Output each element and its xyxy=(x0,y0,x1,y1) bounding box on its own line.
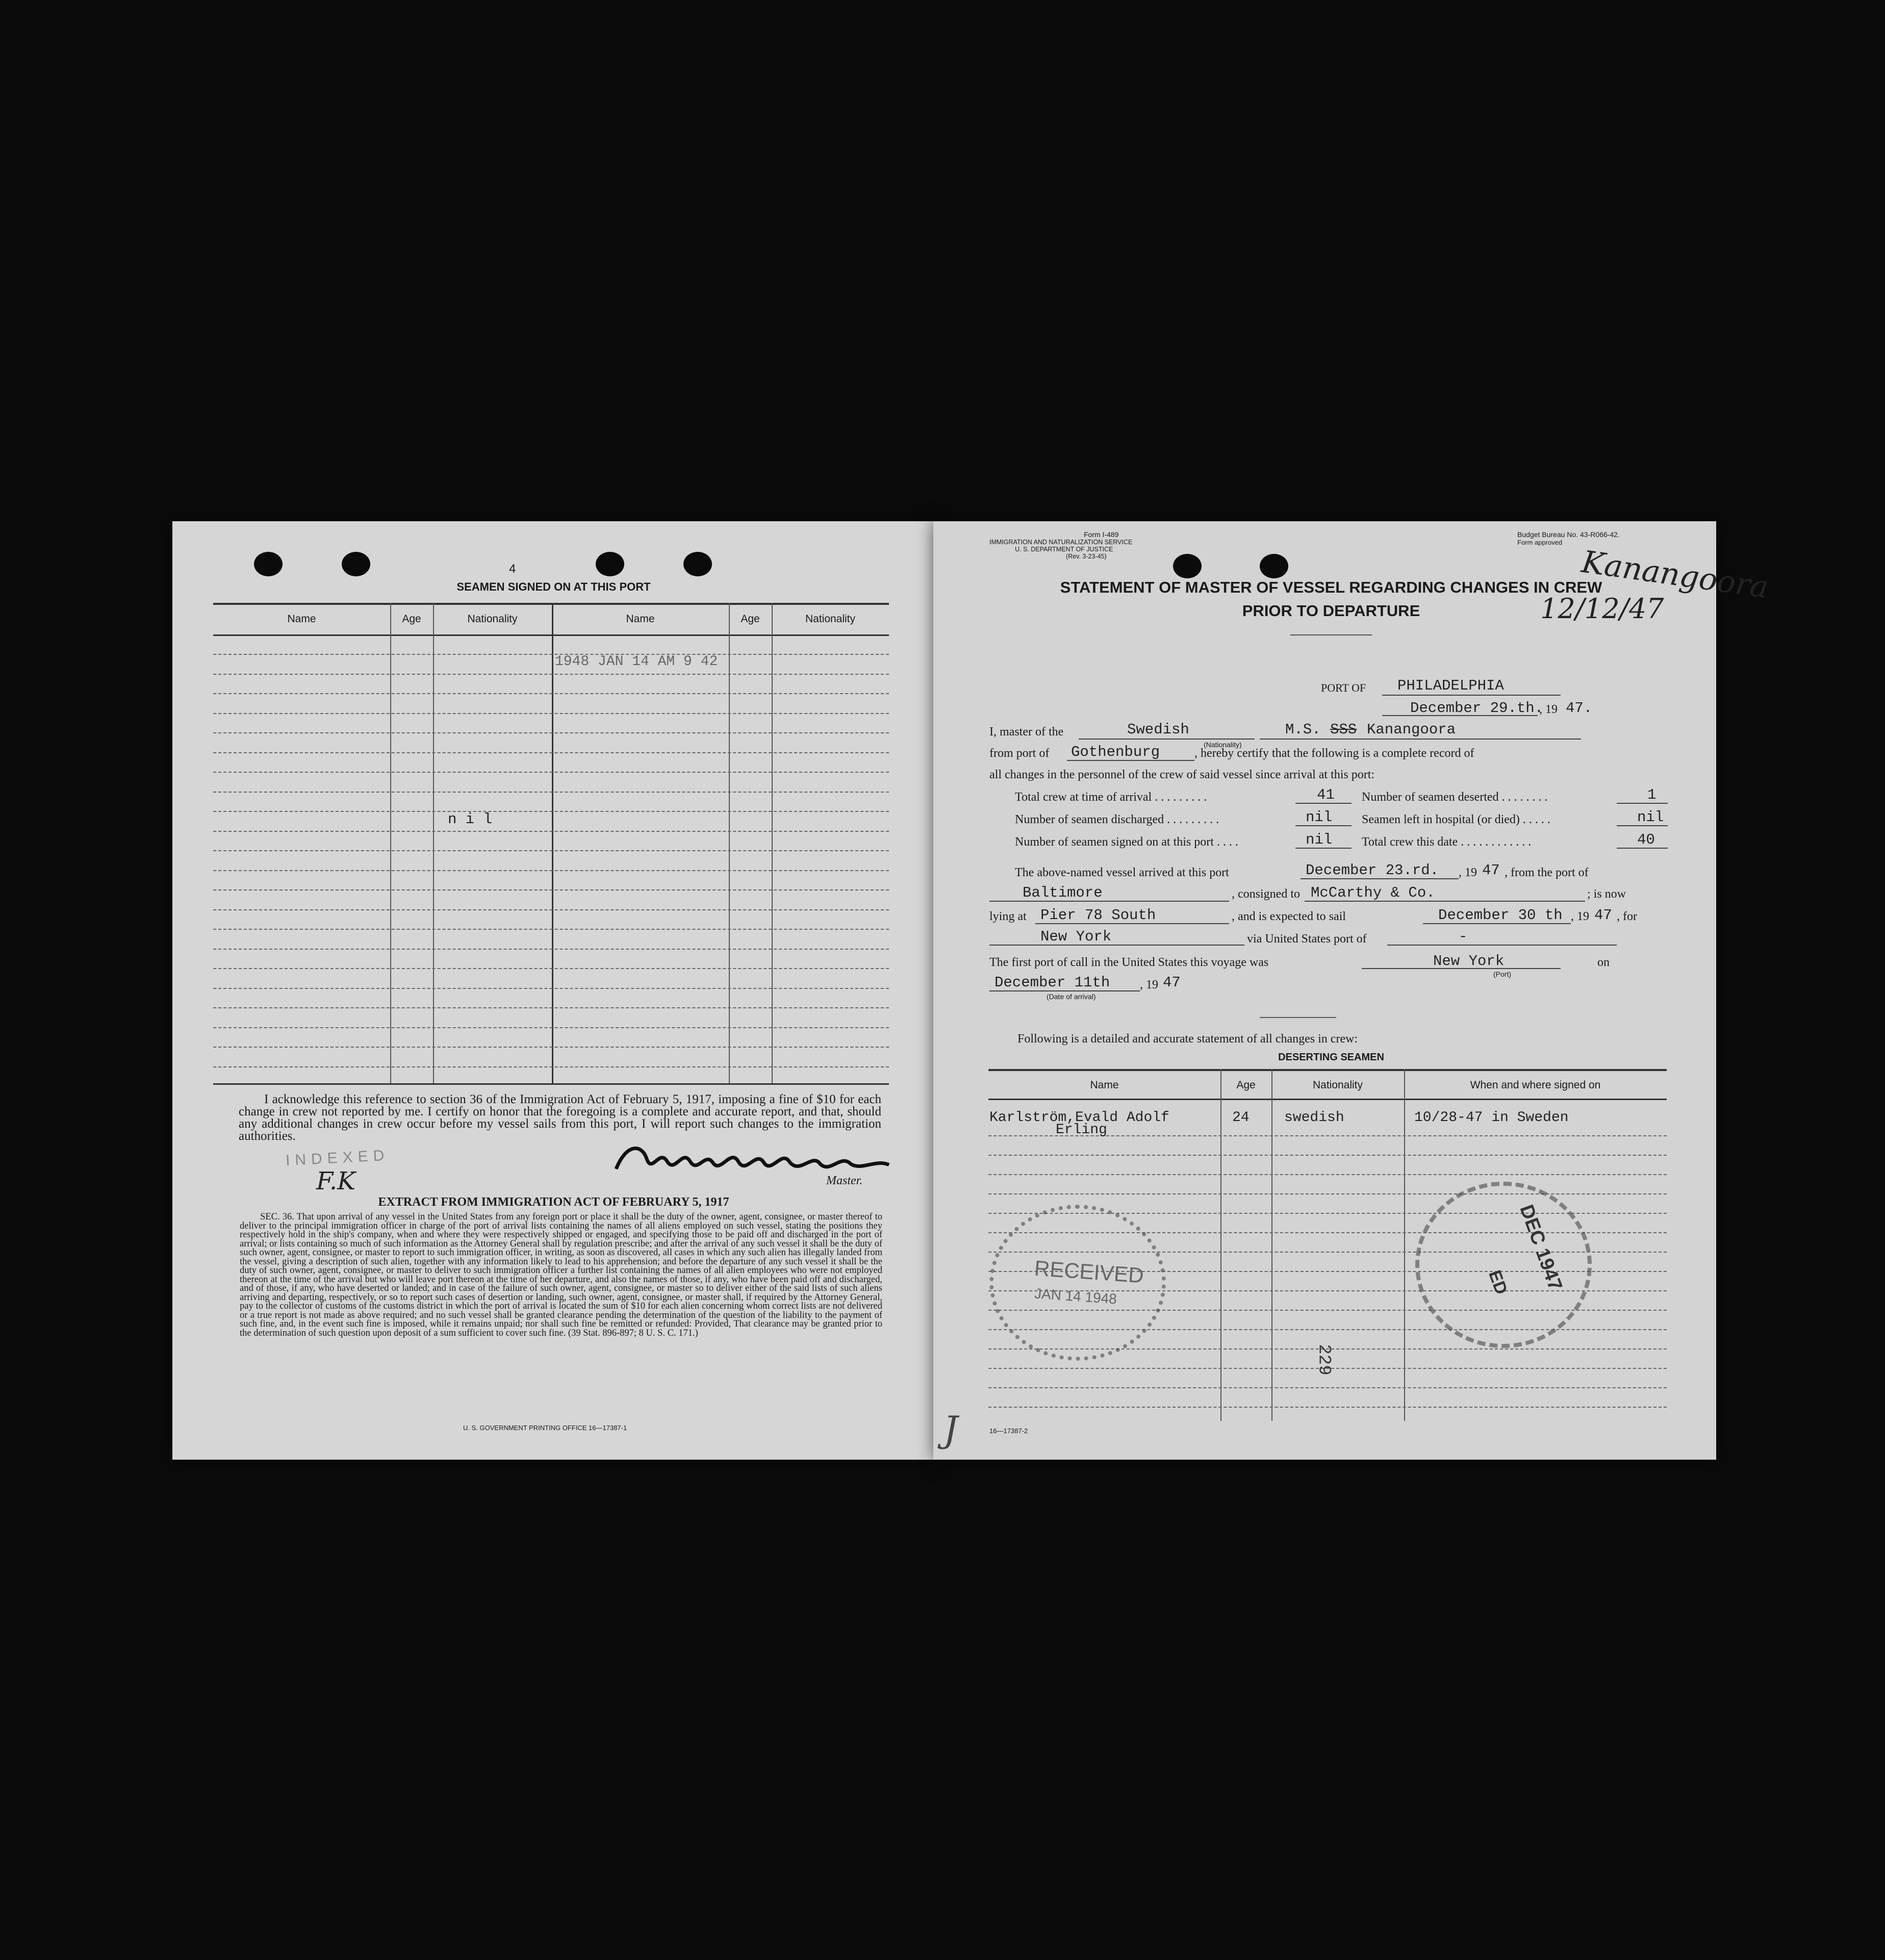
col-name-header: Name xyxy=(626,613,655,625)
corner-mark: J xyxy=(944,1409,958,1450)
deserter-nationality: swedish xyxy=(1284,1110,1344,1126)
deserted-value: 1 xyxy=(1647,786,1657,803)
table-row-line xyxy=(213,929,889,930)
port-caption: (Port) xyxy=(1493,970,1511,978)
date-value: December 29.th. xyxy=(1410,700,1544,717)
col-age-header: Age xyxy=(402,613,421,625)
table-row-line xyxy=(213,1027,889,1028)
col-nationality-header: Nationality xyxy=(1312,1079,1363,1091)
via-label: via United States port of xyxy=(1247,932,1367,946)
table-row-line xyxy=(213,654,889,655)
table-row-line xyxy=(988,1193,1667,1194)
lying-at: lying at xyxy=(989,910,1027,923)
arrival-year: 47 xyxy=(1163,974,1181,991)
table-row-line xyxy=(988,1407,1667,1408)
deserting-heading: DESERTING SEAMEN xyxy=(1278,1052,1384,1063)
total-this-date-value: 40 xyxy=(1637,831,1655,848)
hospital-label: Seamen left in hospital (or died) . . . . . xyxy=(1362,813,1550,826)
dec-stamp-ed: ED xyxy=(1485,1267,1512,1297)
printing-code: 16—17387-2 xyxy=(989,1427,1028,1435)
deserter-name-cont: Erling xyxy=(1056,1122,1107,1138)
table-row-line xyxy=(988,1155,1667,1156)
table-row-line xyxy=(213,811,889,812)
on-label: on xyxy=(1597,956,1610,969)
table-row-line xyxy=(213,949,889,950)
table-row-line xyxy=(213,1007,889,1008)
table-row-line xyxy=(213,831,889,832)
printing-office: U. S. GOVERNMENT PRINTING OFFICE 16—17387-1 xyxy=(463,1424,627,1432)
deserted-label: Number of seamen deserted . . . . . . . . xyxy=(1362,791,1548,804)
table-row-line xyxy=(213,870,889,871)
initials: F.K xyxy=(316,1167,355,1195)
via-value: - xyxy=(1459,928,1468,945)
agency-line-2: U. S. DEPARTMENT OF JUSTICE xyxy=(1015,546,1113,553)
arrival-19: , 19 xyxy=(1140,978,1158,991)
from-value: Baltimore xyxy=(1023,884,1103,901)
left-heading: SEAMEN SIGNED ON AT THIS PORT xyxy=(456,580,651,593)
table-row-line xyxy=(213,1066,889,1067)
handwritten-ship-name: Kanangoora xyxy=(1579,544,1771,606)
arrival-date-value: December 11th xyxy=(995,974,1110,991)
deserter-signed-on: 10/28-47 in Sweden xyxy=(1414,1110,1569,1126)
acknowledge-text: I acknowledge this reference to section 36 of the Immigration Act of February 5, 1917, imposing a fine of $10 for each change in crew not reported by me. I certify on honor that the foregoing is a complete and accurate report, and that, should any additional changes in crew occur before my vessel sails from this port, I will report such changes to the immigration authorities. xyxy=(239,1092,881,1143)
table-row-line xyxy=(213,968,889,969)
table-row-line xyxy=(988,1174,1667,1175)
table-row-line xyxy=(213,850,889,851)
first-port-label: The first port of call in the United States this voyage was xyxy=(989,956,1269,969)
master-label: Master. xyxy=(826,1174,863,1187)
table-row-line xyxy=(213,713,889,714)
page-number: 4 xyxy=(509,562,516,576)
lying-value: Pier 78 South xyxy=(1040,907,1156,924)
received-stamp xyxy=(989,1205,1166,1361)
arrived-year: 47 xyxy=(1482,862,1500,879)
form-number: Form I-489 xyxy=(1084,530,1119,539)
is-now: ; is now xyxy=(1587,887,1626,901)
agency-line-1: IMMIGRATION AND NATURALIZATION SERVICE xyxy=(989,539,1133,546)
certify-text: , hereby certify that the following is a complete record of xyxy=(1194,747,1474,760)
table-row-line xyxy=(213,1047,889,1048)
section-36-text: SEC. 36. That upon arrival of any vessel in the United States from any foreign port or place it shall be the duty of the owner, agent, consignee, or master thereof to deliver to the principal immigration officer in charge of the port of arrival lists containing the names of all aliens employed on such vessel, stating the positions they respectively hold in the ship's company, when and where they were respectively shipped or engaged, and specifying those to be paid off and discharged in the port of arrival; or lists containing so much of such information as the Attorney General shall by regulation prescribe; and after the arrival of any such vessel it shall be the duty of such owner, agent, consignee, or master to report to such immigration officer, in writing, as soon as discovered, all cases in which any such alien has illegally landed from the vessel, giving a description of such alien, together with any information likely to lead to his apprehension; and before the departure of any such vessel it shall be the duty of such owner, agent, consignee, or master to deliver to such immigration officer a further list containing the names of all alien employees who were not employed thereon at the time of the arrival but who will leave port thereon at the time of her departure, and also the names of those, if any, who have been paid off and discharged, and of those, if any, who have deserted or landed; and in case of the failure of such owner, agent, consignee, or master so to deliver either of the said lists of such aliens arriving and departing, respectively, or so to report such cases of desertion or landing, such owner, agent, consignee, or master shall, if required by the Attorney General, pay to the collector of customs of the customs district in which the port of arrival is located the sum of $10 for each alien concerning whom correct lists are not delivered or a true report is not made as above required; and no such vessel shall be granted clearance pending the determination of the question of the liability to the payment of such fine, and, in the event such fine is imposed, while it remains unpaid; nor shall such fine be remitted or refunded: Provided, That clearance may be granted prior to the determination of such question upon deposit of a sum sufficient to cover such fine. (39 Stat. 896-897; 8 U. S. C. 171.) xyxy=(240,1212,882,1338)
date-year: 47. xyxy=(1566,700,1593,717)
struck-text: SSS xyxy=(1330,721,1357,738)
received-stamp-date: JAN 14 1948 xyxy=(1034,1285,1117,1307)
table-row-line xyxy=(213,909,889,910)
table-row-line xyxy=(213,988,889,989)
all-changes-text: all changes in the personnel of the crew of said vessel since arrival at this port: xyxy=(989,768,1375,781)
table-row-line xyxy=(213,889,889,890)
date-stamp: 1948 JAN 14 AM 9 42 xyxy=(555,654,718,670)
date-arrival-caption: (Date of arrival) xyxy=(1047,992,1096,1001)
col-age-header: Age xyxy=(741,613,760,625)
col-name-header: Name xyxy=(287,613,316,625)
hospital-value: nil xyxy=(1637,809,1664,826)
col-signed-header: When and where signed on xyxy=(1470,1079,1601,1091)
punch-hole xyxy=(342,552,370,576)
nationality-caption: (Nationality) xyxy=(1204,741,1242,749)
col-name-header: Name xyxy=(1090,1079,1119,1091)
stamp-number: 229 xyxy=(1314,1344,1334,1376)
expected-label: , and is expected to sail xyxy=(1232,910,1346,923)
punch-hole xyxy=(683,552,712,576)
col-nationality-header: Nationality xyxy=(805,613,856,625)
dec-stamp xyxy=(1415,1182,1592,1348)
date-19: , 19 xyxy=(1539,703,1558,716)
left-page xyxy=(172,521,935,1460)
signed-on-table xyxy=(213,603,889,1085)
arrived-label: The above-named vessel arrived at this port xyxy=(1015,866,1229,879)
vessel-type: M.S. xyxy=(1285,721,1321,738)
from-port-label: from port of xyxy=(989,747,1050,760)
table-row-line xyxy=(213,693,889,694)
sail-year: 47 xyxy=(1594,907,1612,924)
nationality-value: Swedish xyxy=(1127,721,1189,738)
following-text: Following is a detailed and accurate statement of all changes in crew: xyxy=(1017,1032,1358,1046)
arrived-19: , 19 xyxy=(1459,866,1477,879)
punch-hole xyxy=(1260,554,1288,578)
nil-entry: n i l xyxy=(448,811,493,828)
table-row-line xyxy=(213,792,889,793)
col-nationality-header: Nationality xyxy=(467,613,518,625)
table-row-line xyxy=(213,772,889,773)
port-value: PHILADELPHIA xyxy=(1397,677,1504,694)
col-age-header: Age xyxy=(1236,1079,1256,1091)
table-row-line xyxy=(213,732,889,733)
right-page xyxy=(933,521,1771,1460)
consigned-value: McCarthy & Co. xyxy=(1311,884,1435,901)
arrived-value: December 23.rd. xyxy=(1306,862,1439,879)
signed-on-label: Number of seamen signed on at this port . . . . xyxy=(1015,835,1238,849)
total-crew-value: 41 xyxy=(1317,786,1335,803)
table-row-line xyxy=(213,752,889,753)
total-crew-label: Total crew at time of arrival . . . . . . . . . xyxy=(1015,791,1207,804)
revision: (Rev. 3-23-45) xyxy=(1066,553,1107,560)
handwritten-date: 12/12/47 xyxy=(1540,593,1664,625)
destination-value: New York xyxy=(1040,928,1112,945)
total-this-date-label: Total crew this date . . . . . . . . . . . . xyxy=(1362,835,1532,849)
form-approved: Form approved xyxy=(1517,539,1563,546)
budget-bureau: Budget Bureau No. 43-R066-42. xyxy=(1517,530,1620,539)
from-the-port: , from the port of xyxy=(1505,866,1589,879)
extract-heading: EXTRACT FROM IMMIGRATION ACT OF FEBRUARY 5, 1917 xyxy=(378,1195,729,1209)
consigned-label: , consigned to xyxy=(1232,887,1300,901)
indexed-stamp: INDEXED xyxy=(285,1147,390,1169)
for-label: , for xyxy=(1617,910,1637,923)
deserter-age: 24 xyxy=(1232,1110,1250,1126)
received-stamp-text: RECEIVED xyxy=(1033,1256,1145,1288)
discharged-label: Number of seamen discharged . . . . . . . . . xyxy=(1015,813,1219,826)
table-row-line xyxy=(988,1387,1667,1388)
deserter-name: Karlström,Evald Adolf xyxy=(989,1110,1169,1126)
dec-stamp-text: DEC 1947 xyxy=(1515,1202,1566,1293)
form-subtitle: PRIOR TO DEPARTURE xyxy=(1242,602,1420,620)
master-of-label: I, master of the xyxy=(989,725,1064,739)
vessel-name: Kanangoora xyxy=(1367,721,1456,738)
port-label: PORT OF xyxy=(1321,681,1366,694)
discharged-value: nil xyxy=(1306,809,1333,826)
first-port-value: New York xyxy=(1433,953,1505,970)
punch-hole xyxy=(1173,554,1202,578)
signed-on-value: nil xyxy=(1306,831,1333,848)
punch-hole xyxy=(254,552,283,576)
punch-hole xyxy=(596,552,624,576)
form-title: STATEMENT OF MASTER OF VESSEL REGARDING CHANGES IN CREW xyxy=(1060,578,1602,596)
sail-19: , 19 xyxy=(1571,910,1589,923)
from-port-value: Gothenburg xyxy=(1071,744,1160,760)
table-row-line xyxy=(213,674,889,675)
sail-value: December 30 th xyxy=(1438,907,1563,924)
